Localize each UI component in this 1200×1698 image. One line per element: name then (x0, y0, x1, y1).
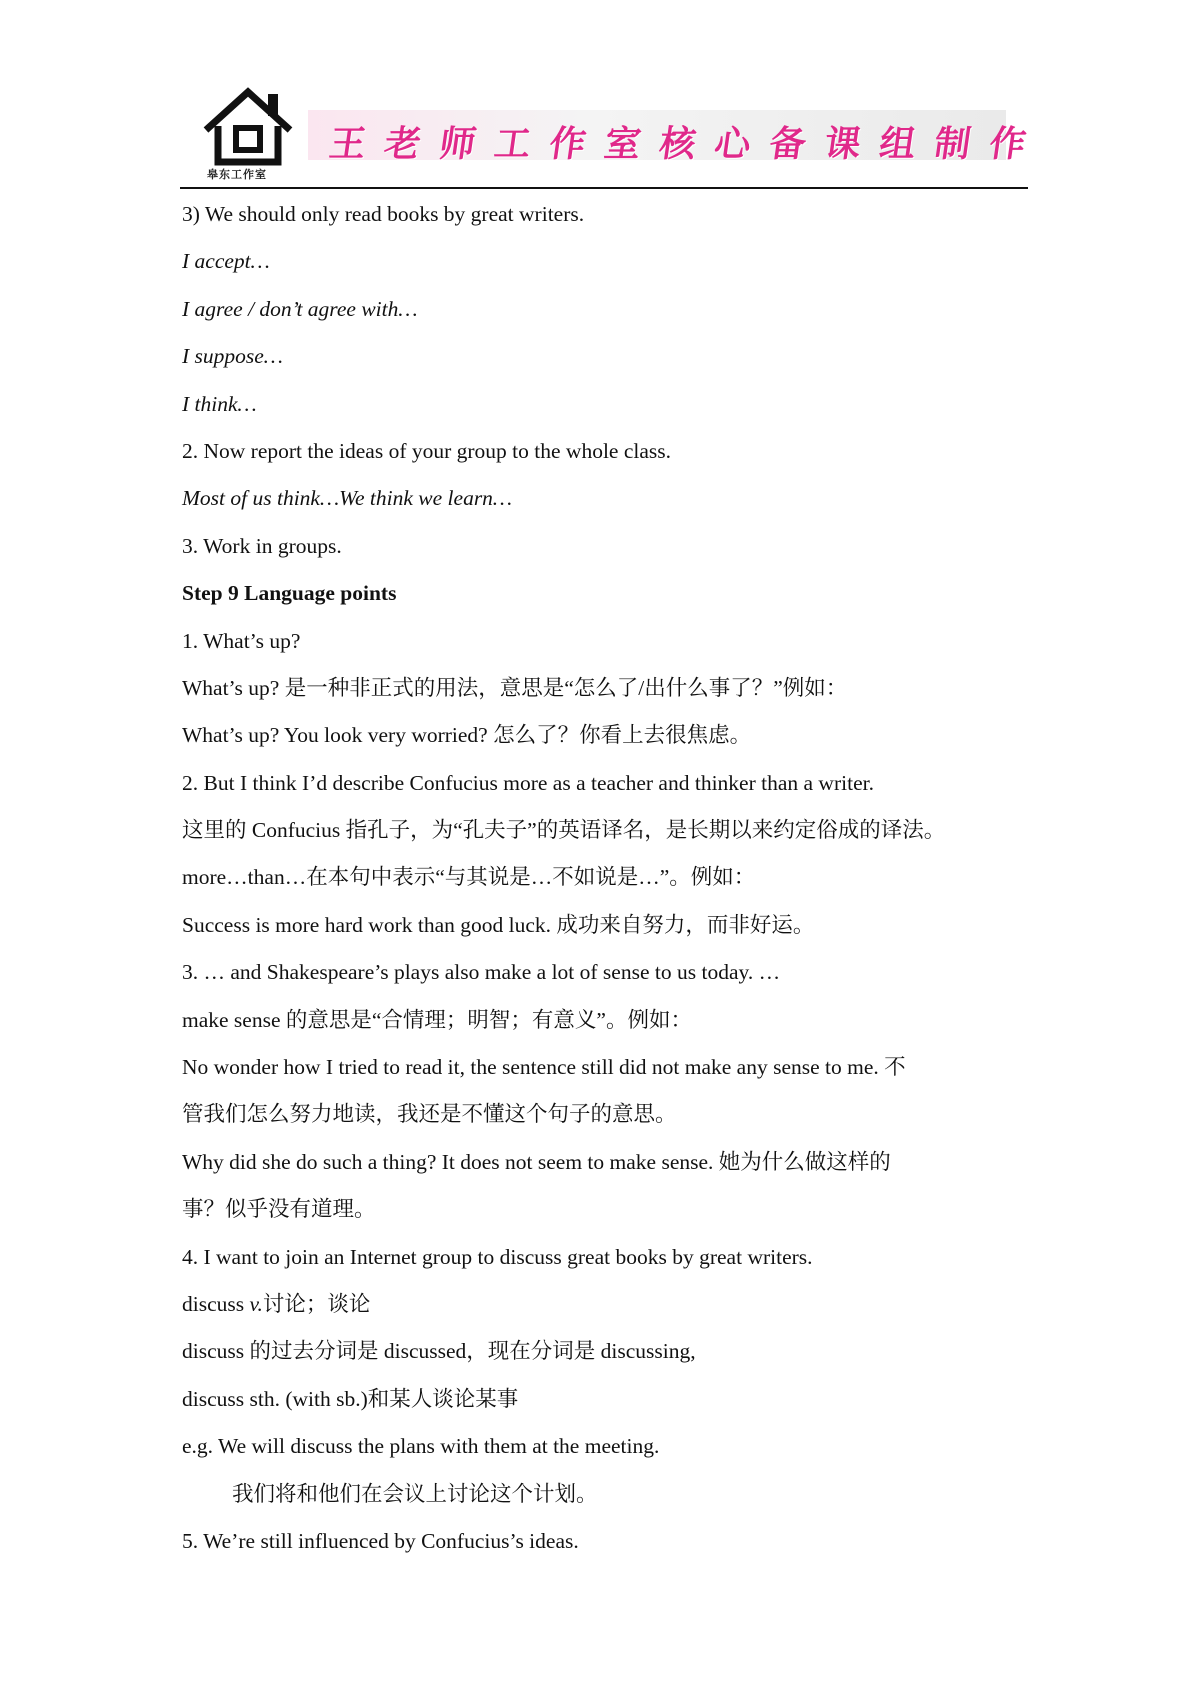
text-line: Why did she do such a thing? It does not seem to make sense. 她为什么做这样的 (182, 1149, 891, 1174)
header-banner-text: 王老师工作室核心备课组制作 (326, 124, 1048, 165)
text-run: 讨论；谈论 (262, 1291, 371, 1316)
text-line: I suppose… (182, 344, 283, 369)
text-line: 5. We’re still influenced by Confucius’s ideas. (182, 1528, 579, 1553)
text-line: 3. Work in groups. (182, 533, 342, 558)
text-line: I accept… (182, 249, 270, 274)
page-header (180, 86, 1048, 188)
text-line: 3) We should only read books by great writers. (182, 202, 585, 226)
text-line: What’s up? You look very worried? 怎么了？你看上去很焦虑。 (182, 723, 752, 748)
text-line: 4. I want to join an Internet group to discuss great books by great writers. (182, 1244, 813, 1269)
text-line: 管我们怎么努力地读，我还是不懂这个句子的意思。 (182, 1102, 677, 1127)
part-of-speech: v. (249, 1291, 263, 1316)
text-line: discuss 的过去分词是 discussed，现在分词是 discussing, (182, 1339, 696, 1364)
text-line: No wonder how I tried to read it, the sentence still did not make any sense to me. 不 (182, 1055, 906, 1080)
text-line: 3. … and Shakespeare’s plays also make a lot of sense to us today. … (182, 960, 781, 985)
text-line: 事？似乎没有道理。 (182, 1197, 376, 1222)
text-line: 2. But I think I’d describe Confucius more as a teacher and thinker than a writer. (182, 770, 874, 795)
text-line: What’s up? 是一种非正式的用法，意思是“怎么了/出什么事了？”例如： (182, 675, 848, 700)
text-line: discuss sth. (with sb.)和某人谈论某事 (182, 1386, 519, 1411)
text-run: discuss (182, 1291, 250, 1316)
logo-caption: 皋东工作室 (207, 168, 267, 181)
text-line: 2. Now report the ideas of your group to the whole class. (182, 438, 672, 463)
section-heading: Step 9 Language points (182, 581, 397, 606)
text-line: Success is more hard work than good luck. 成功来自努力，而非好运。 (182, 912, 815, 937)
text-line: 1. What’s up? (182, 628, 301, 653)
text-line (182, 1283, 1042, 1330)
text-line: Most of us think…We think we learn… (182, 486, 513, 511)
text-line: I agree / don’t agree with… (182, 296, 418, 321)
text-line: e.g. We will discuss the plans with them at the meeting. (182, 1434, 660, 1459)
text-line: more…than…在本句中表示“与其说是…不如说是…”。例如： (182, 865, 756, 890)
text-line: make sense 的意思是“合情理；明智；有意义”。例如： (182, 1007, 692, 1032)
text-line: 这里的 Confucius 指孔子，为“孔夫子”的英语译名，是长期以来约定俗成的译法。 (182, 818, 946, 843)
text-line: I think… (182, 391, 257, 416)
document-body (182, 193, 1042, 1567)
header-divider (180, 187, 1028, 189)
text-line: 我们将和他们在会议上讨论这个计划。 (232, 1481, 598, 1506)
